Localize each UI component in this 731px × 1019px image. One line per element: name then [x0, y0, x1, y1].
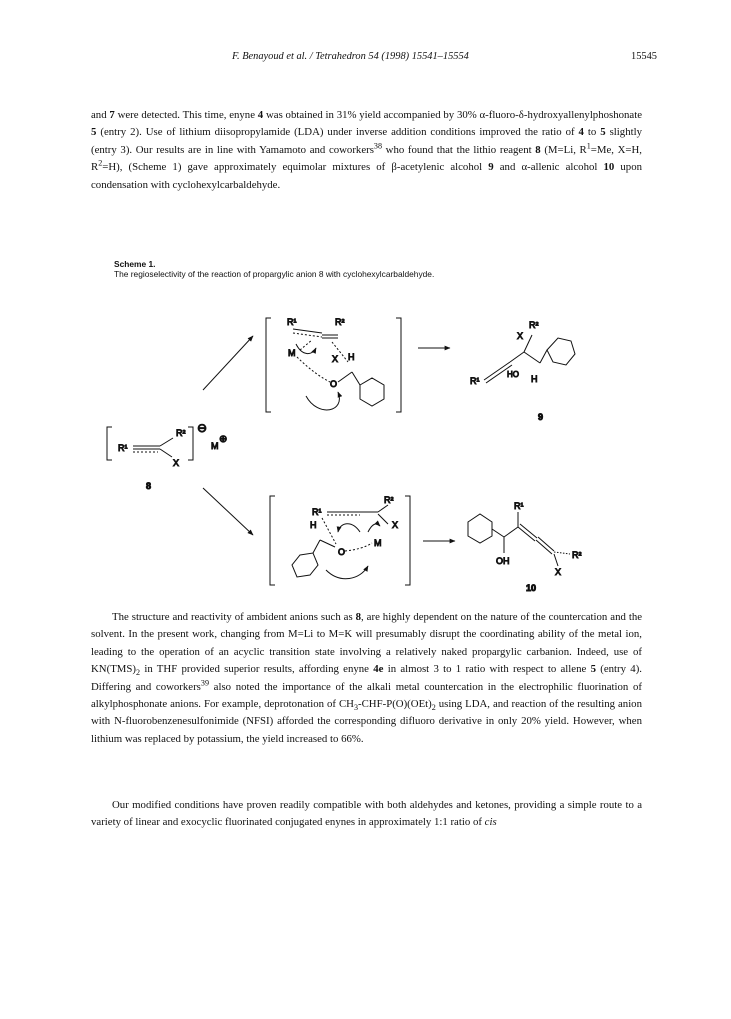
- compound-8-number: 8: [146, 481, 152, 491]
- compound-9-number: 9: [538, 412, 544, 422]
- p10-label-r1: R¹: [514, 501, 524, 511]
- ts2-label-r1: R¹: [312, 507, 322, 517]
- ts2-label-o: O: [338, 547, 346, 557]
- inline-b: 5: [600, 126, 606, 139]
- transition-state-2: [270, 495, 410, 585]
- paragraph-3: Our modified conditions have proven readily compatible with both aldehydes and ketones, providing a simple route to a variety of linear and exocyclic fluorinated conjugated enynes in approximately 1:1 ratio of cis: [91, 799, 642, 829]
- ts1-label-r1: R¹: [287, 317, 297, 327]
- inline-b: 5: [590, 663, 596, 676]
- product-9-structure: [470, 320, 575, 422]
- scheme-label: Scheme 1.: [114, 259, 156, 269]
- inline-b: 4: [578, 126, 584, 139]
- inline-sub: 2: [431, 703, 436, 713]
- charge-minus: ⊖: [197, 421, 208, 435]
- ts2-label-r2: R²: [384, 495, 394, 505]
- inline-sub: 3: [353, 703, 358, 713]
- page-number: 15545: [631, 51, 657, 62]
- p9-label-r1: R¹: [470, 376, 480, 386]
- ts2-label-m: M: [374, 538, 382, 548]
- inline-b: 8: [355, 611, 362, 623]
- inline-b: 10: [603, 161, 615, 174]
- p9-label-ho: HO: [507, 370, 519, 379]
- ts1-label-h: H: [348, 352, 355, 362]
- inline-b: 4: [257, 109, 264, 121]
- inline-sup: 2: [98, 158, 103, 168]
- p9-label-x: X: [517, 331, 524, 341]
- inline-sub: 2: [136, 668, 141, 678]
- inline-sup: 1: [586, 141, 591, 151]
- scheme-caption: The regioselectivity of the reaction of propargylic anion 8 with cyclohexylcarbaldehyde.: [114, 269, 435, 279]
- inline-b: 7: [109, 109, 115, 121]
- label-r2: R²: [176, 428, 186, 438]
- arrow-to-ts-1: [203, 336, 253, 390]
- running-header: [0, 51, 731, 67]
- charge-plus: ⊕: [219, 434, 228, 445]
- ts1-label-m: M: [288, 348, 296, 358]
- inline-b: 4e: [373, 663, 384, 676]
- ts2-label-x: X: [392, 520, 399, 530]
- inline-sup: 38: [373, 141, 383, 151]
- running-title: F. Benayoud et al. / Tetrahedron 54 (1998) 15541–15554: [232, 51, 469, 62]
- ts1-label-r2: R²: [335, 317, 345, 327]
- paragraph-1: and 7 were detected. This time, enyne 4 was obtained in 31% yield accompanied by 30% α-fluoro-δ-hydroxyallenylphoshonate 5 (entry 2). Use of lithium diisopropylamide (LDA) under inverse addition conditions improved the ratio of 4 to 5 slightly (entry 3). Our results are in line with Yamamoto and coworkers$^{38}$ who found that the lithio reagent 8 (M=Li, $R^1=Me$, X=H, $R^2=H$), (Scheme 1) gave approximately equimolar mixtures of β-acetylenic alcohol 9 and α-allenic alcohol 10 upon condensation with cyclohexylcarbaldehyde.: [91, 109, 643, 191]
- label-x: X: [173, 458, 180, 468]
- inline-sup: 39: [200, 678, 209, 688]
- p10-label-r2: R²: [572, 550, 582, 560]
- paragraph-2: The structure and reactivity of ambident anions such as 8, are highly dependent on the nature of the countercation and the solvent. In the present work, changing from M=Li to M=K will presumably disrupt the coordinating ability of the metal ion, leading to the operation of an acyclic transition state involving a relatively naked propargylic carbanion. Indeed, use of $KN(TMS)_2$ in THF provided superior results, affording enyne 4e in almost 3 to 1 ratio with respect to allene 5 (entry 4). Differing and coworkers$^{39}$ also noted the importance of the alkali metal countercation in the electrophilic fluorination of alkylphosphonate anions. For example, deprotonation of $CH_3-CHF-P(O)(OEt)_2$ using LDA, and reaction of the resulting anion with N-fluorobenzenesulfonimide (NFSI) afforded the corresponding difluoro derivative in only 20% yield. However, when lithium was replaced by potassium, the yield increased to 66%.: [91, 611, 643, 745]
- p10-label-x: X: [555, 567, 562, 577]
- label-r1: R¹: [118, 443, 128, 453]
- compound-10-number: 10: [526, 583, 537, 593]
- p9-label-r2: R²: [529, 320, 539, 330]
- ts1-label-x: X: [332, 354, 339, 364]
- ts1-label-o: O: [330, 379, 338, 389]
- inline-b: 8: [535, 143, 541, 156]
- scheme-1-figure: [0, 300, 731, 600]
- ts2-label-h: H: [310, 520, 317, 530]
- inline-b: 5: [91, 126, 97, 139]
- product-10-structure: [468, 501, 582, 593]
- scheme-heading: [114, 259, 674, 279]
- inline-i: cis: [484, 816, 497, 829]
- transition-state-1: [266, 317, 401, 412]
- p9-label-h: H: [531, 374, 538, 384]
- reagent-8-structure: [107, 421, 227, 491]
- inline-b: 9: [488, 161, 494, 174]
- p10-label-oh: OH: [496, 556, 510, 566]
- label-m: M: [211, 441, 219, 451]
- arrow-to-ts-2: [203, 488, 253, 535]
